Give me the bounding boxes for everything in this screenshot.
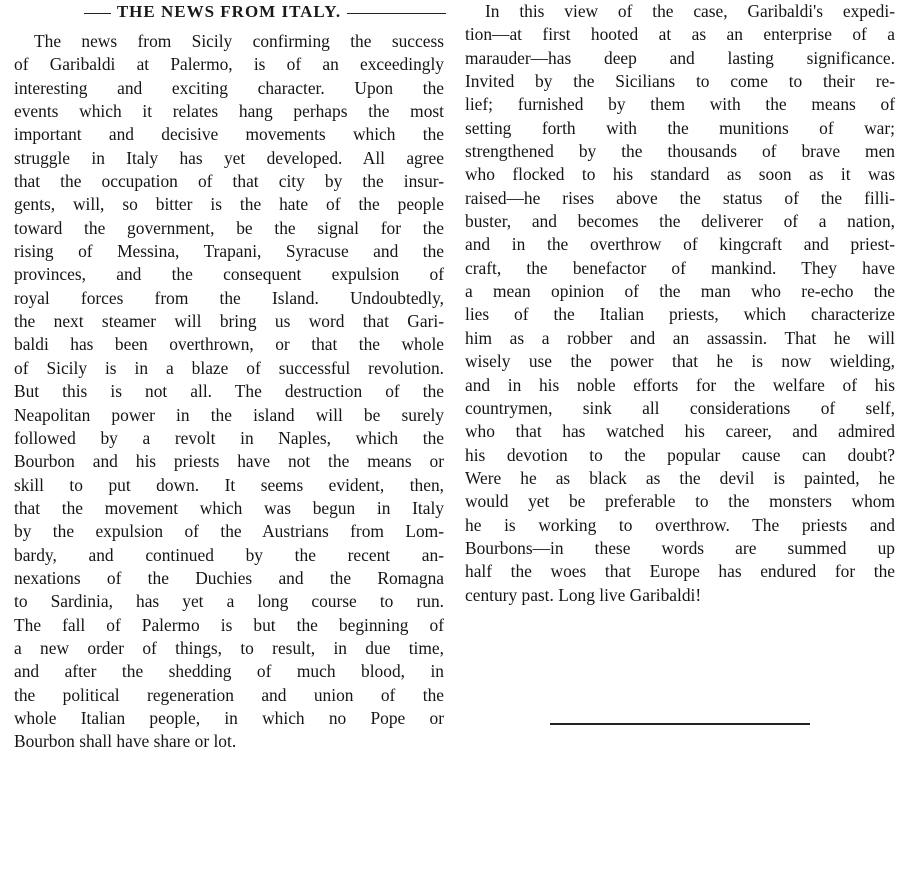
text-line: setting forth with the munitions of war;	[465, 117, 895, 138]
text-line: lief; furnished by them with the means of	[465, 94, 895, 115]
text-line: tion—at first hooted at as an enterprise of a	[465, 24, 895, 45]
text-line: events which it relates hang perhaps the most	[14, 101, 444, 122]
text-line: Bourbon shall have share or lot.	[14, 731, 237, 752]
text-line: rising of Messina, Trapani, Syracuse and the	[14, 241, 444, 262]
text-line: important and decisive movements which the	[14, 124, 444, 145]
text-line: Were he as black as the devil is painted, he	[465, 467, 895, 488]
text-line: The fall of Palermo is but the beginning of	[14, 614, 444, 635]
text-line: of Garibaldi at Palermo, is of an exceedingly	[14, 54, 444, 75]
article-end-rule	[550, 723, 810, 725]
text-line: to Sardinia, has yet a long course to run.	[14, 591, 444, 612]
text-line: would yet be preferable to the monsters whom	[465, 491, 895, 512]
text-line: that the movement which was begun in Italy	[14, 497, 444, 518]
text-line: and after the shedding of much blood, in	[14, 661, 444, 682]
text-line: he is working to overthrow. The priests and	[465, 514, 895, 535]
text-line: bardy, and continued by the recent an-	[14, 544, 444, 565]
text-line: strengthened by the thousands of brave men	[465, 141, 895, 162]
right-column-text	[465, 0, 895, 607]
text-line: royal forces from the Island. Undoubtedly,	[14, 287, 444, 308]
text-line: craft, the benefactor of mankind. They have	[465, 257, 895, 278]
text-line: gents, will, so bitter is the hate of the people	[14, 194, 444, 215]
text-line: baldi has been overthrown, or that the whole	[14, 334, 444, 355]
text-line: Bourbon and his priests have not the means or	[14, 451, 444, 472]
text-line: a new order of things, to result, in due time,	[14, 637, 444, 658]
text-line: that the occupation of that city by the insur-	[14, 171, 444, 192]
text-line: wisely use the power that he is now wielding,	[465, 351, 895, 372]
text-line: lies of the Italian priests, which characterize	[465, 304, 895, 325]
left-column-text	[14, 30, 444, 754]
article-headline	[14, 2, 444, 22]
text-line: The news from Sicily confirming the success	[34, 31, 444, 51]
text-line: half the woes that Europe has endured for the	[465, 561, 895, 582]
text-line: and in his noble efforts for the welfare of his	[465, 374, 895, 395]
text-line: raised—he rises above the status of the filli-	[465, 187, 895, 208]
text-line: countrymen, sink all considerations of self,	[465, 397, 895, 418]
headline-text: THE NEWS FROM ITALY.	[111, 2, 347, 21]
text-line: him as a robber and an assassin. That he will	[465, 327, 895, 348]
text-line: Bourbons—in these words are summed up	[465, 537, 895, 558]
text-line: his devotion to the popular cause can doubt?	[465, 444, 895, 465]
text-line: who flocked to his standard as soon as it was	[465, 164, 895, 185]
text-line: a mean opinion of the man who re-echo the	[465, 281, 895, 302]
text-line: toward the government, be the signal for the	[14, 217, 444, 238]
text-line: by the expulsion of the Austrians from Lom-	[14, 521, 444, 542]
text-line: marauder—has deep and lasting significance.	[465, 47, 895, 68]
text-line: provinces, and the consequent expulsion of	[14, 264, 444, 285]
text-line: But this is not all. The destruction of the	[14, 381, 444, 402]
text-line: of Sicily is in a blaze of successful revolution.	[14, 357, 444, 378]
text-line: buster, and becomes the deliverer of a nation,	[465, 211, 895, 232]
text-line: who that has watched his career, and admired	[465, 421, 895, 442]
text-line: Neapolitan power in the island will be surely	[14, 404, 444, 425]
text-line: century past. Long live Garibaldi!	[465, 584, 702, 605]
text-line: In this view of the case, Garibaldi's expedi-	[485, 1, 895, 21]
text-line: struggle in Italy has yet developed. All agree	[14, 147, 444, 168]
text-line: the political regeneration and union of the	[14, 684, 444, 705]
text-line: and in the overthrow of kingcraft and priest-	[465, 234, 895, 255]
text-line: the next steamer will bring us word that Gari-	[14, 311, 444, 332]
text-line: followed by a revolt in Naples, which the	[14, 427, 444, 448]
text-line: whole Italian people, in which no Pope or	[14, 707, 444, 728]
text-line: Invited by the Sicilians to come to their re-	[465, 71, 895, 92]
text-line: interesting and exciting character. Upon the	[14, 77, 444, 98]
text-line: nexations of the Duchies and the Romagna	[14, 567, 444, 588]
text-line: skill to put down. It seems evident, then,	[14, 474, 444, 495]
